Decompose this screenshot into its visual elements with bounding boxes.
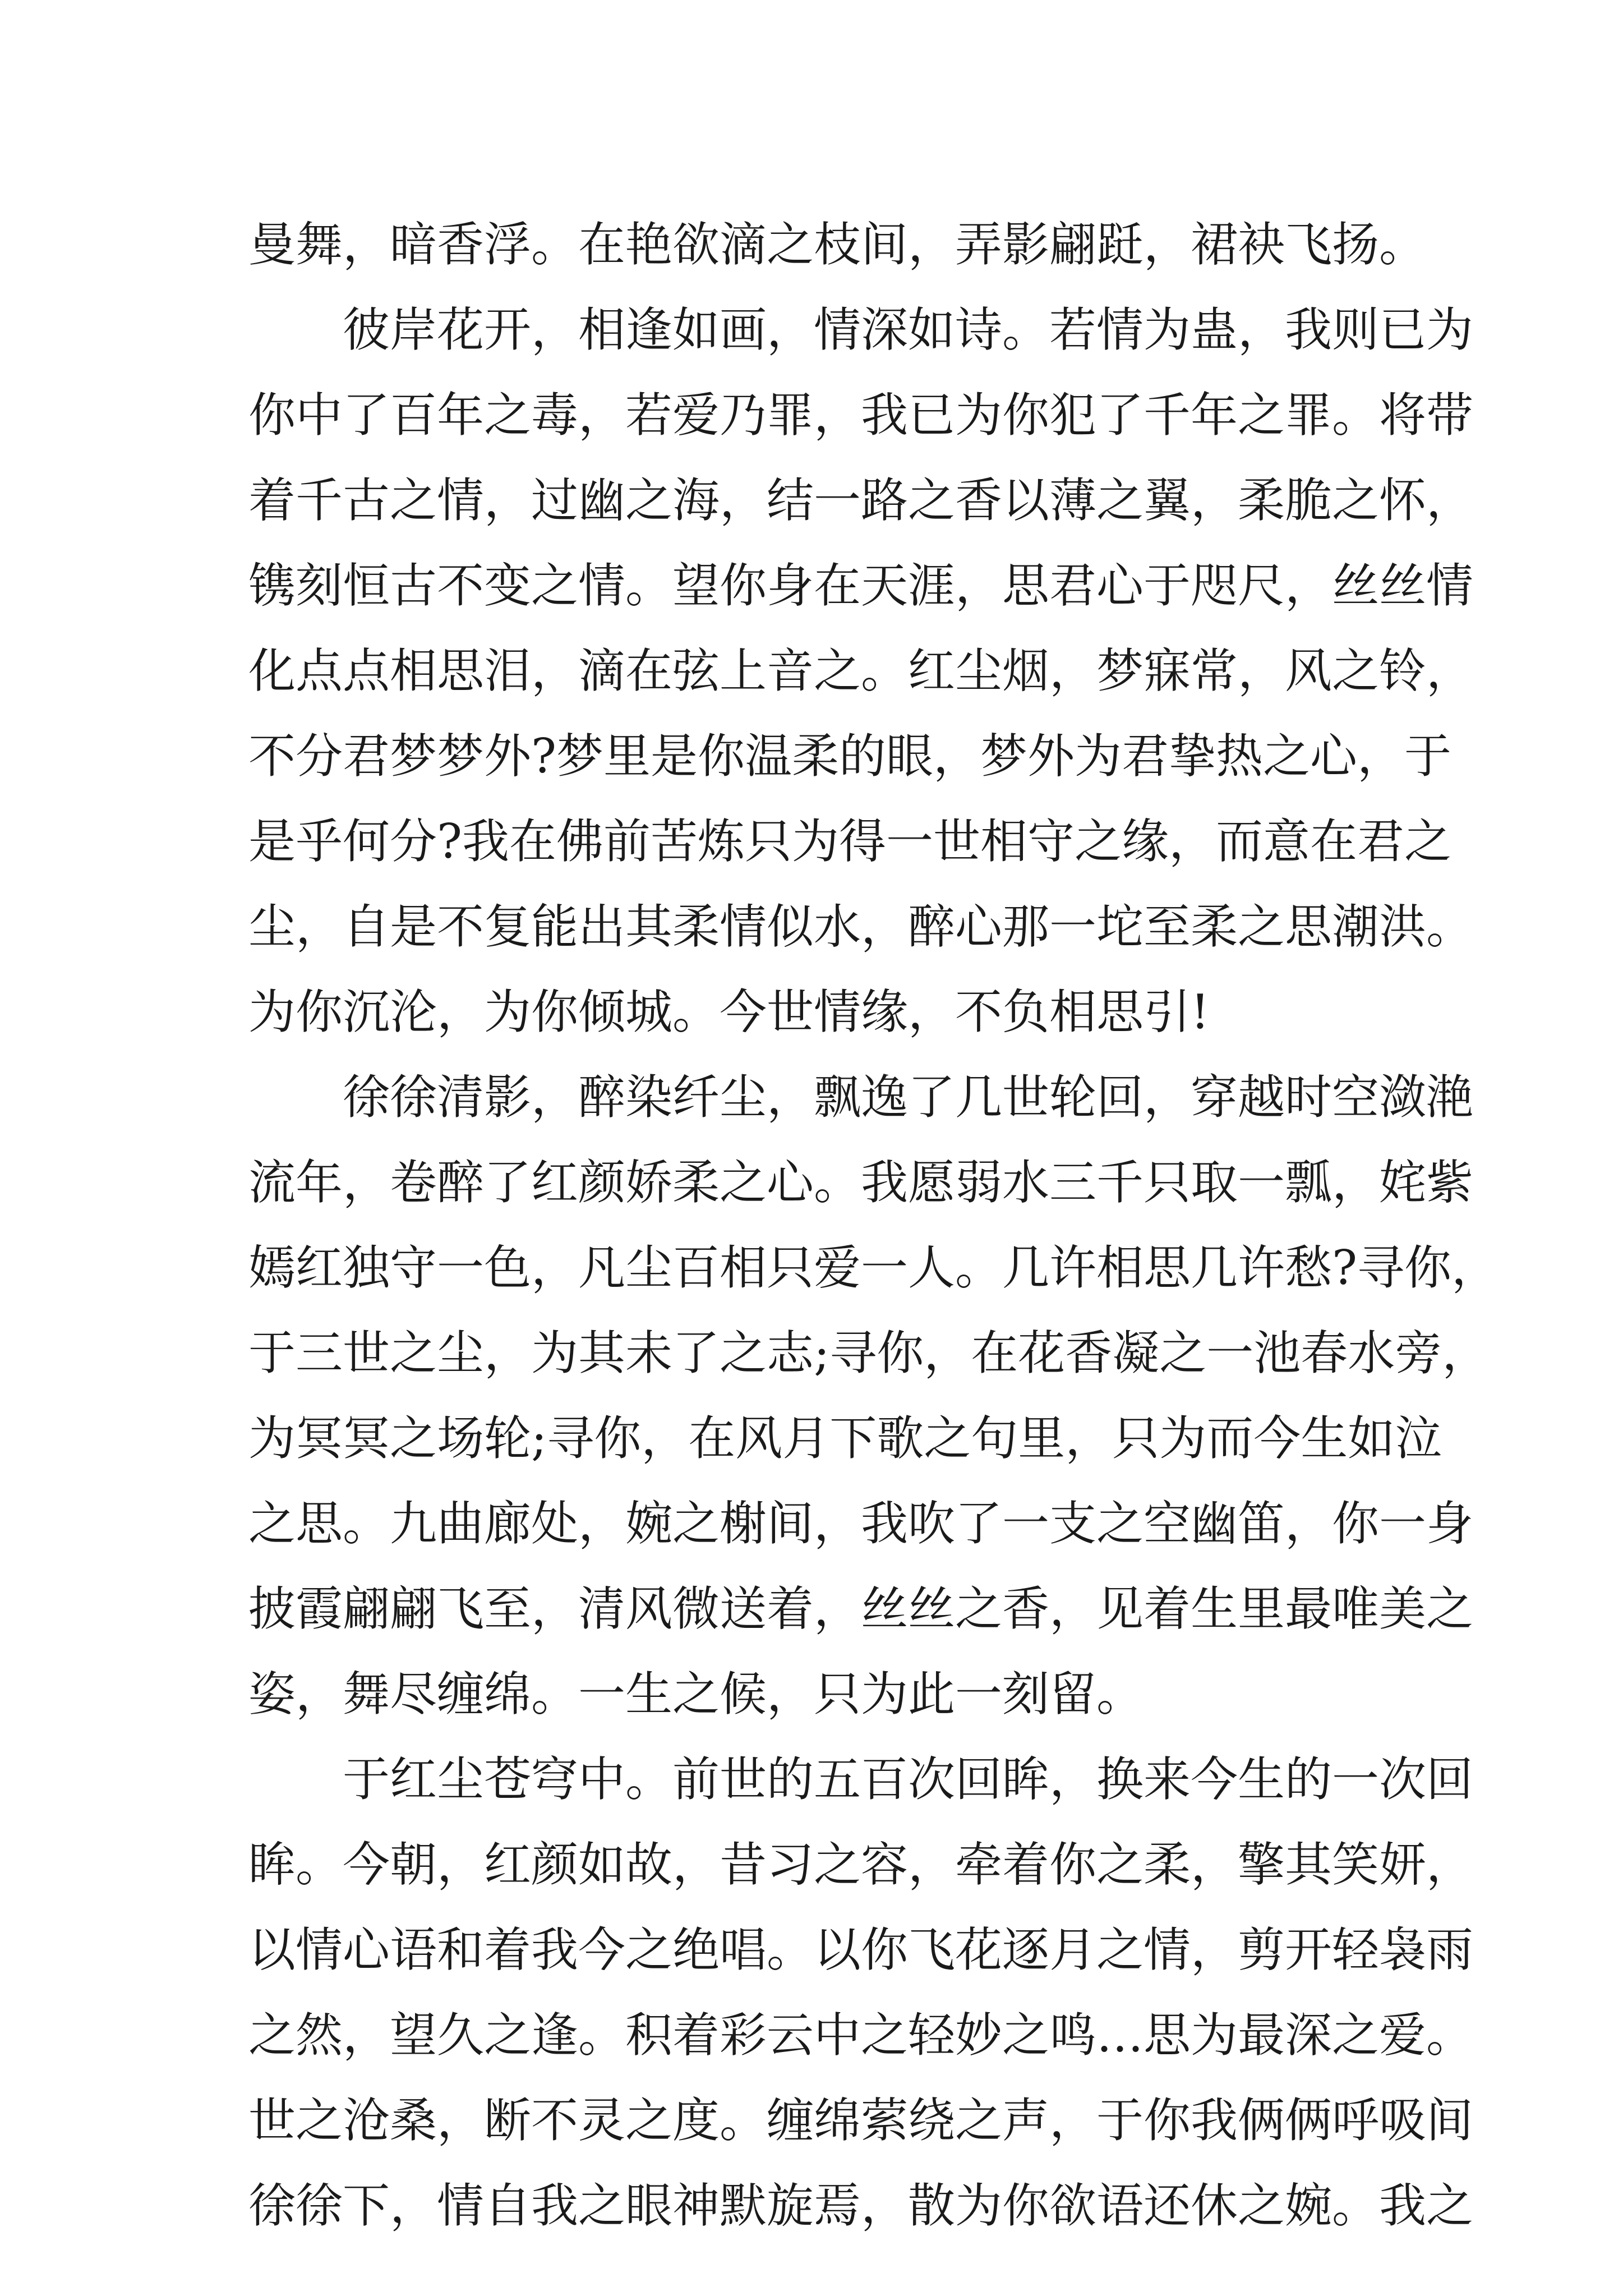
text-line: 流年，卷醉了红颜娇柔之心。我愿弱水三千只取一瓢，姹紫 xyxy=(248,1155,1474,1210)
text-line: 世之沧桑，断不灵之度。缠绵萦绕之声，于你我俩俩呼吸间 xyxy=(248,2093,1474,2148)
text-line: 嫣红独守一色，凡尘百相只爱一人。几许相思几许愁?寻你， xyxy=(248,1240,1499,1295)
paragraph-start-line: 徐徐清影，醉染纤尘，飘逸了几世轮回，穿越时空潋滟 xyxy=(343,1070,1474,1125)
text-line: 之思。九曲廊处，婉之榭间，我吹了一支之空幽笛，你一身 xyxy=(248,1496,1474,1551)
text-line: 为你沉沦，为你倾城。今世情缘，不负相思引! xyxy=(248,984,1210,1039)
text-line: 你中了百年之毒，若爱乃罪，我已为你犯了千年之罪。将带 xyxy=(248,388,1474,443)
text-line: 尘，自是不复能出其柔情似水，醉心那一坨至柔之思潮洪。 xyxy=(248,899,1474,954)
text-line: 于三世之尘，为其未了之志;寻你，在花香凝之一池春水旁， xyxy=(248,1326,1490,1381)
text-line: 眸。今朝，红颜如故，昔习之容，牵着你之柔，擎其笑妍， xyxy=(248,1837,1474,1892)
text-line: 之然，望久之逢。积着彩云中之轻妙之鸣…思为最深之爱。 xyxy=(248,2008,1474,2063)
text-line: 曼舞，暗香浮。在艳欲滴之枝间，弄影翩跹，裙袂飞扬。 xyxy=(248,217,1427,272)
text-line: 姿，舞尽缠绵。一生之候，只为此一刻留。 xyxy=(248,1667,1144,1722)
text-line: 化点点相思泪，滴在弦上音之。红尘烟，梦寐常，风之铃， xyxy=(248,643,1474,698)
text-line: 披霞翩翩飞至，清风微送着，丝丝之香，见着生里最唯美之 xyxy=(248,1581,1474,1636)
text-line: 以情心语和着我今之绝唱。以你飞花逐月之情，剪开轻袅雨 xyxy=(248,1922,1474,1977)
text-line: 为冥冥之场轮;寻你，在风月下歌之句里，只为而今生如泣 xyxy=(248,1411,1442,1466)
paragraph-start-line: 于红尘苍穹中。前世的五百次回眸，换来今生的一次回 xyxy=(343,1752,1474,1807)
body-text xyxy=(248,202,1499,2248)
text-line: 是乎何分?我在佛前苦炼只为得一世相守之缘，而意在君之 xyxy=(248,814,1452,869)
paragraph-start-line: 彼岸花开，相逢如画，情深如诗。若情为蛊，我则已为 xyxy=(343,302,1474,357)
text-line: 徐徐下，情自我之眼神默旋焉，散为你欲语还休之婉。我之 xyxy=(248,2178,1474,2233)
text-line: 不分君梦梦外?梦里是你温柔的眼，梦外为君挚热之心，于 xyxy=(248,729,1452,784)
text-line: 着千古之情，过幽之海，结一路之香以薄之翼，柔脆之怀， xyxy=(248,473,1474,528)
text-line: 镌刻恒古不变之情。望你身在天涯，思君心于咫尺，丝丝情 xyxy=(248,558,1474,613)
